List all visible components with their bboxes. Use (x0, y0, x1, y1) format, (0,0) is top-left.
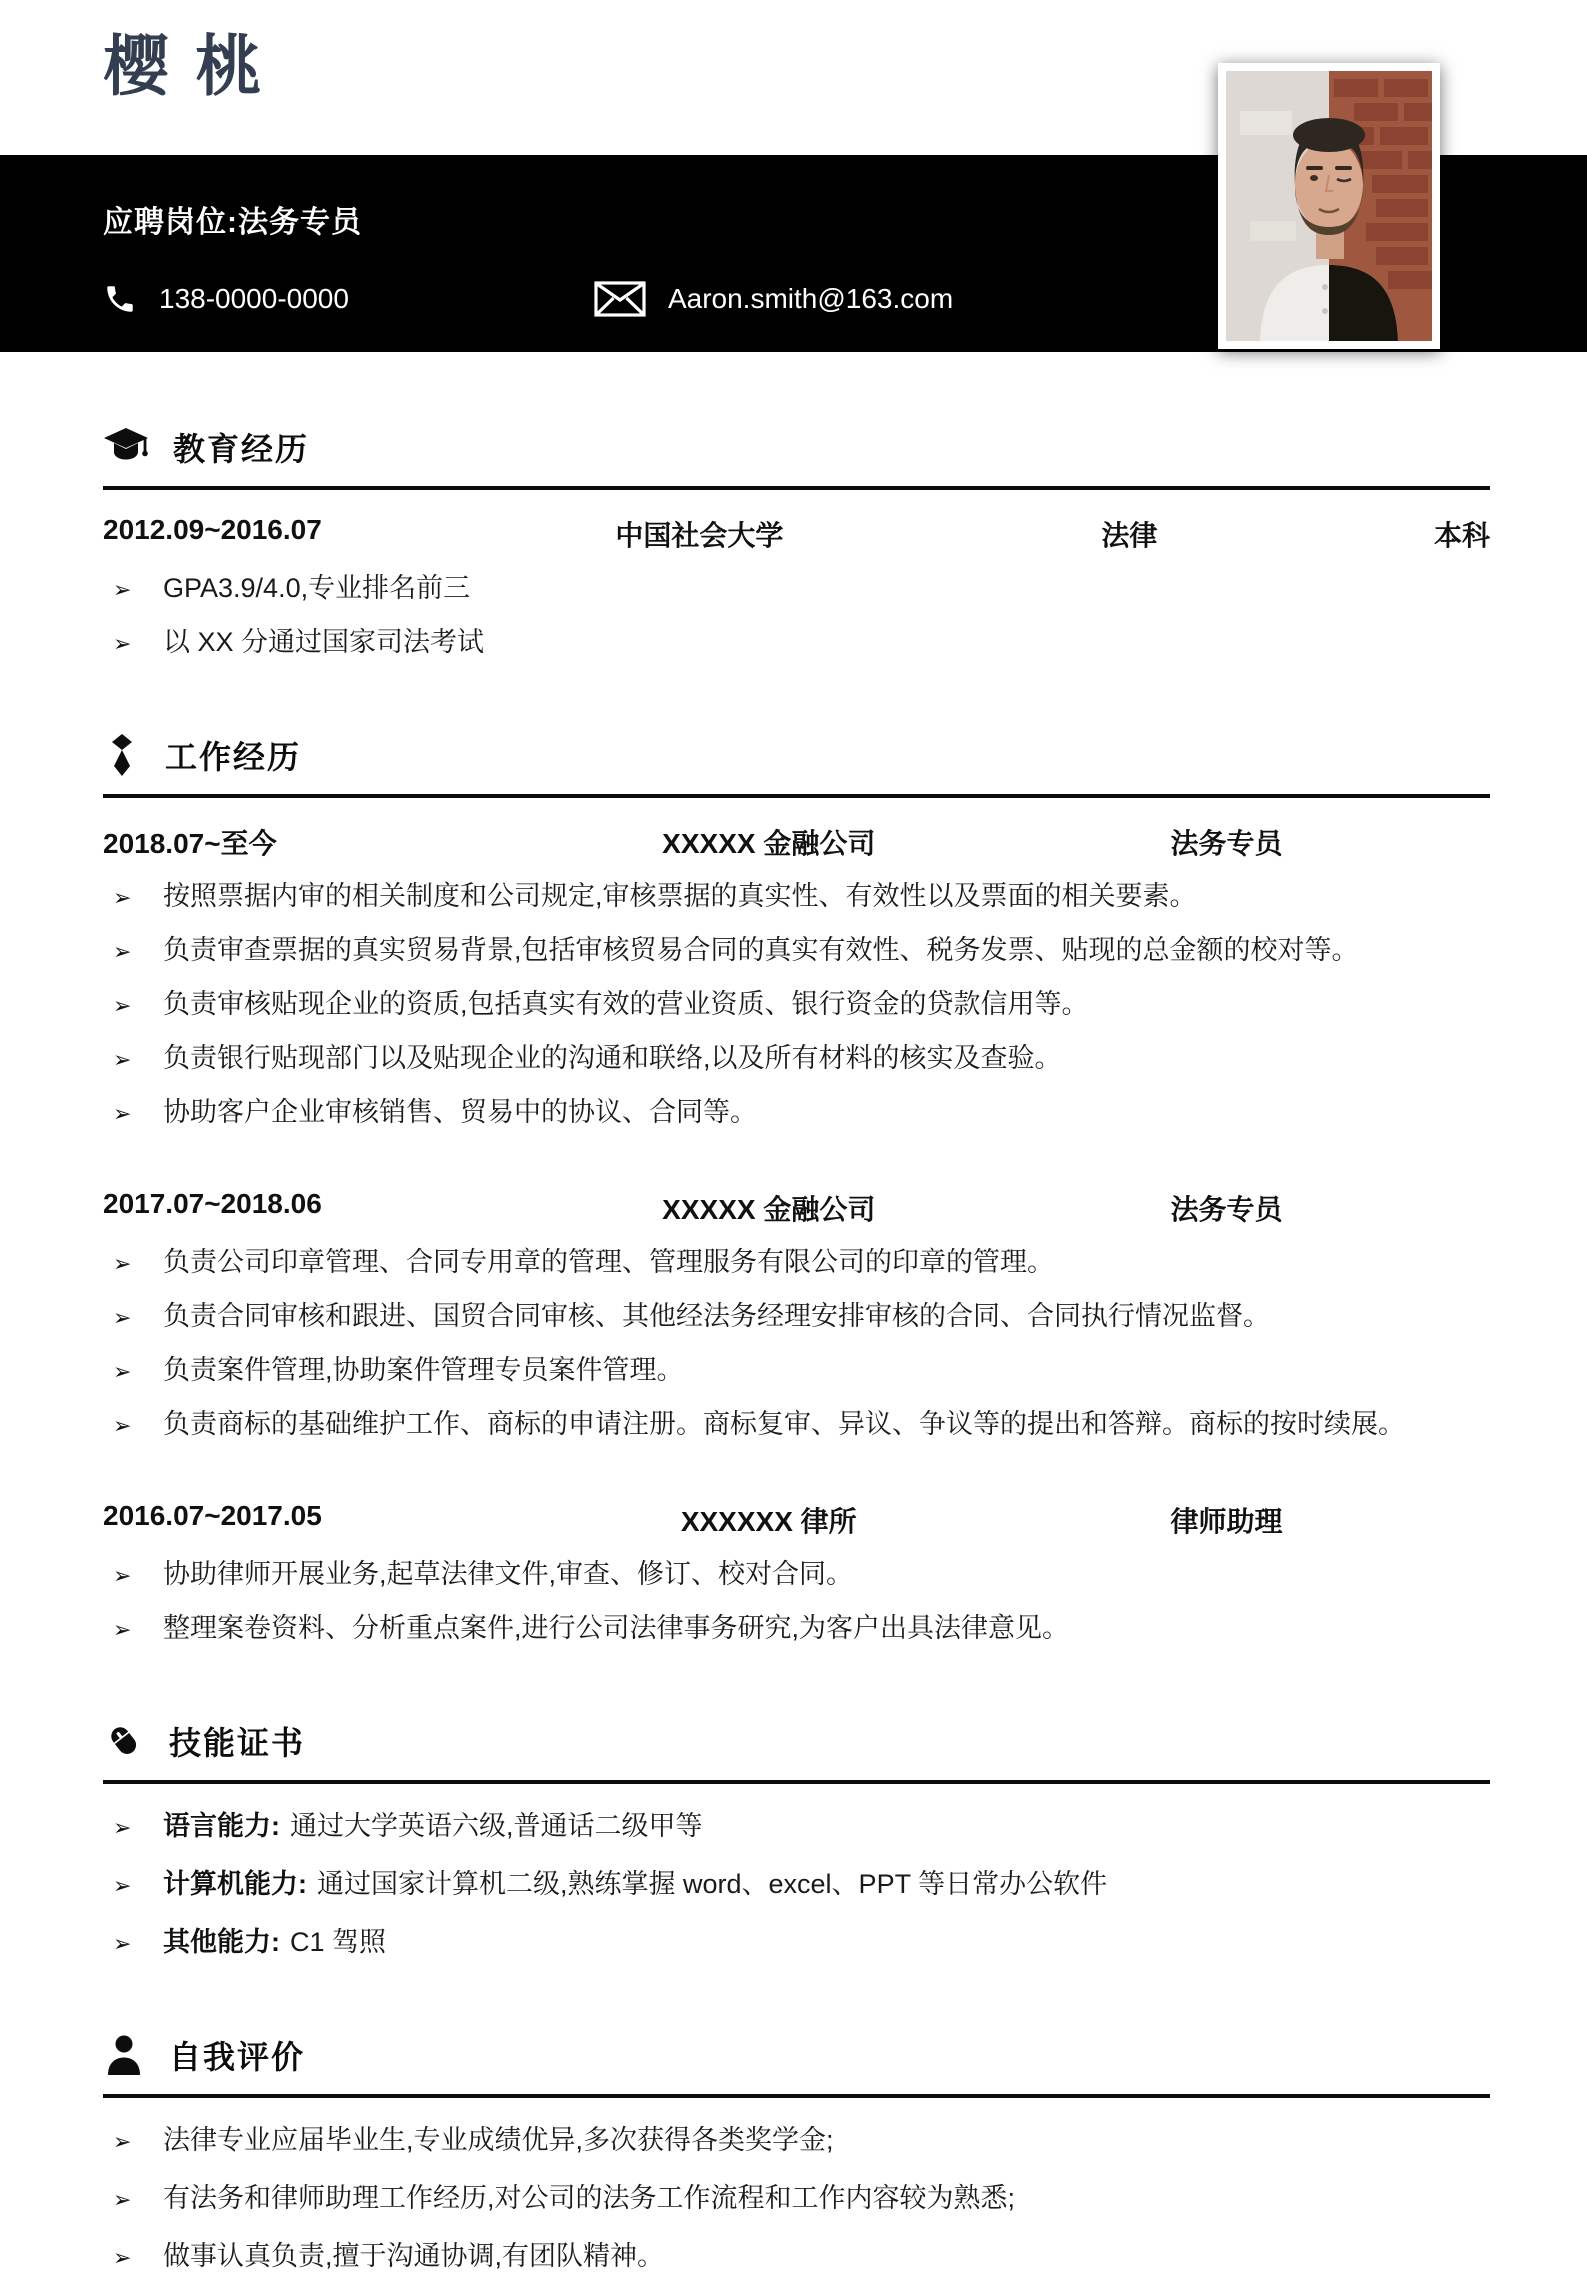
bullet-text: GPA3.9/4.0,专业排名前三 (163, 573, 471, 603)
candidate-name: 樱 桃 (103, 29, 266, 103)
work-entry-header (103, 1500, 1490, 1540)
bullet-arrow-icon: ➢ (113, 1873, 132, 1898)
education-bullets (103, 572, 1490, 660)
bullet-text: 协助客户企业审核销售、贸易中的协议、合同等。 (163, 1097, 757, 1127)
bullet-text: 负责商标的基础维护工作、商标的申请注册。商标复审、异议、争议等的提出和答辩。商标的按时续展。 (163, 1409, 1405, 1439)
person-icon (103, 2033, 145, 2077)
self-evaluation-bullet (113, 2124, 1490, 2158)
bullet-arrow-icon: ➢ (113, 1047, 132, 1072)
graduation-cap-icon (103, 426, 149, 468)
bullet-text: 以 XX 分通过国家司法考试 (163, 627, 485, 657)
bullet-arrow-icon: ➢ (113, 1563, 132, 1588)
mouse-icon (103, 1720, 145, 1762)
self-evaluation-list (103, 2124, 1490, 2274)
bullet-arrow-icon: ➢ (113, 1815, 132, 1840)
work-entry-header (103, 1188, 1490, 1228)
bullet-text: 负责审核贴现企业的资质,包括真实有效的营业资质、银行资金的贷款信用等。 (163, 989, 1089, 1019)
skill-value: C1 驾照 (290, 1927, 387, 1957)
job-role: 律师助理 (1170, 1506, 1283, 1537)
work-bullet (113, 1042, 1490, 1076)
education-bullet (113, 572, 1490, 606)
applied-position: 应聘岗位:法务专员 (103, 206, 362, 239)
bullet-text: 负责案件管理,协助案件管理专员案件管理。 (163, 1355, 684, 1385)
self-evaluation-bullet (113, 2240, 1490, 2274)
bullet-arrow-icon: ➢ (113, 993, 132, 1018)
work-bullet (113, 1300, 1490, 1334)
section-divider (103, 1780, 1490, 1784)
skill-value: 通过国家计算机二级,熟练掌握 word、excel、PPT 等日常办公软件 (317, 1869, 1108, 1899)
bullet-text: 做事认真负责,擅于沟通协调,有团队精神。 (163, 2241, 665, 2271)
phone-icon (103, 282, 137, 316)
bullet-arrow-icon: ➢ (113, 1617, 132, 1642)
work-section (103, 732, 1490, 1646)
skill-item (113, 1926, 1490, 1960)
skill-text (163, 1868, 1490, 1902)
section-divider (103, 486, 1490, 490)
phone-group (103, 282, 349, 316)
bullet-text: 负责银行贴现部门以及贴现企业的沟通和联络,以及所有材料的核实及查验。 (163, 1043, 1062, 1073)
profile-photo (1218, 63, 1440, 349)
work-bullets (103, 1558, 1490, 1646)
self-evaluation-section (103, 2032, 1490, 2274)
bullet-arrow-icon: ➢ (113, 1251, 132, 1276)
skill-value: 通过大学英语六级,普通话二级甲等 (290, 1811, 703, 1841)
self-evaluation-header (103, 2032, 1490, 2078)
education-entries (103, 514, 1490, 660)
bullet-arrow-icon: ➢ (113, 1413, 132, 1438)
bullet-text: 负责合同审核和跟进、国贸合同审核、其他经法务经理安排审核的合同、合同执行情况监督。 (163, 1301, 1270, 1331)
work-bullet (113, 880, 1490, 914)
education-section (103, 424, 1490, 660)
envelope-icon (594, 281, 646, 317)
skill-label: 计算机能力: (163, 1869, 307, 1899)
skill-list (103, 1810, 1490, 1960)
bullet-arrow-icon: ➢ (113, 1101, 132, 1126)
work-bullets (103, 1246, 1490, 1442)
education-header (103, 424, 1490, 470)
work-entry-header (103, 822, 1490, 862)
skill-text (163, 1810, 1490, 1844)
work-bullet (113, 1096, 1490, 1130)
bullet-text: 负责公司印章管理、合同专用章的管理、管理服务有限公司的印章的管理。 (163, 1247, 1054, 1277)
work-bullet (113, 1246, 1490, 1280)
edu-period: 2012.09~2016.07 (103, 514, 322, 545)
education-entry (103, 514, 1490, 660)
bullet-text: 负责审查票据的真实贸易背景,包括审核贸易合同的真实有效性、税务发票、贴现的总金额的校对等。 (163, 935, 1359, 965)
bullet-text: 有法务和律师助理工作经历,对公司的法务工作流程和工作内容较为熟悉; (163, 2183, 1016, 2213)
phone-number: 138-0000-0000 (159, 283, 349, 314)
work-bullet (113, 1612, 1490, 1646)
job-company: XXXXX 金融公司 (662, 1194, 876, 1225)
edu-degree: 本科 (1433, 520, 1490, 551)
work-bullets (103, 880, 1490, 1130)
bullet-arrow-icon: ➢ (113, 885, 132, 910)
bullet-arrow-icon: ➢ (113, 939, 132, 964)
job-role: 法务专员 (1170, 828, 1283, 859)
work-title: 工作经历 (165, 739, 302, 775)
work-bullet (113, 1408, 1490, 1442)
edu-major: 法律 (1101, 520, 1158, 551)
edu-school: 中国社会大学 (615, 520, 784, 551)
skills-title: 技能证书 (169, 1725, 306, 1761)
job-period: 2016.07~2017.05 (103, 1500, 322, 1531)
education-entry-header (103, 514, 1490, 554)
job-period: 2017.07~2018.06 (103, 1188, 322, 1219)
work-bullet (113, 1558, 1490, 1592)
work-bullet (113, 934, 1490, 968)
section-divider (103, 794, 1490, 798)
bullet-arrow-icon: ➢ (113, 1305, 132, 1330)
bullet-text: 整理案卷资料、分析重点案件,进行公司法律事务研究,为客户出具法律意见。 (163, 1613, 1070, 1643)
skill-item (113, 1810, 1490, 1844)
skill-text (163, 1926, 1490, 1960)
work-header (103, 732, 1490, 778)
email-group (594, 281, 953, 317)
spacer (1407, 1188, 1490, 1228)
section-divider (103, 2094, 1490, 2098)
bullet-arrow-icon: ➢ (113, 2129, 132, 2154)
work-bullet (113, 1354, 1490, 1388)
bullet-arrow-icon: ➢ (113, 577, 132, 602)
work-entries (103, 822, 1490, 1646)
bullet-arrow-icon: ➢ (113, 2245, 132, 2270)
job-company: XXXXXX 律所 (680, 1506, 857, 1537)
skill-item (113, 1868, 1490, 1902)
work-entry (103, 1188, 1490, 1442)
work-entry (103, 1500, 1490, 1646)
spacer (1407, 822, 1490, 862)
bullet-arrow-icon: ➢ (113, 631, 132, 656)
bullet-text: 法律专业应届毕业生,专业成绩优异,多次获得各类奖学金; (163, 2125, 834, 2155)
education-bullet (113, 626, 1490, 660)
bullet-arrow-icon: ➢ (113, 1931, 132, 1956)
job-role: 法务专员 (1170, 1194, 1283, 1225)
bullet-arrow-icon: ➢ (113, 1359, 132, 1384)
bullet-text: 按照票据内审的相关制度和公司规定,审核票据的真实性、有效性以及票面的相关要素。 (163, 881, 1197, 911)
skill-label: 语言能力: (163, 1811, 280, 1841)
self-evaluation-title: 自我评价 (169, 2039, 306, 2075)
bullet-arrow-icon: ➢ (113, 2187, 132, 2212)
job-period: 2018.07~至今 (103, 828, 277, 859)
job-company: XXXXX 金融公司 (662, 828, 876, 859)
self-evaluation-bullet (113, 2182, 1490, 2216)
skill-label: 其他能力: (163, 1927, 280, 1957)
skills-header (103, 1718, 1490, 1764)
work-entry (103, 822, 1490, 1130)
necktie-icon (103, 732, 141, 778)
email-address: Aaron.smith@163.com (667, 283, 954, 314)
spacer (1407, 1500, 1490, 1540)
bullet-text: 协助律师开展业务,起草法律文件,审查、修订、校对合同。 (163, 1559, 854, 1589)
work-bullet (113, 988, 1490, 1022)
resume-body (0, 424, 1587, 2274)
skills-section (103, 1718, 1490, 1960)
education-title: 教育经历 (173, 431, 310, 467)
